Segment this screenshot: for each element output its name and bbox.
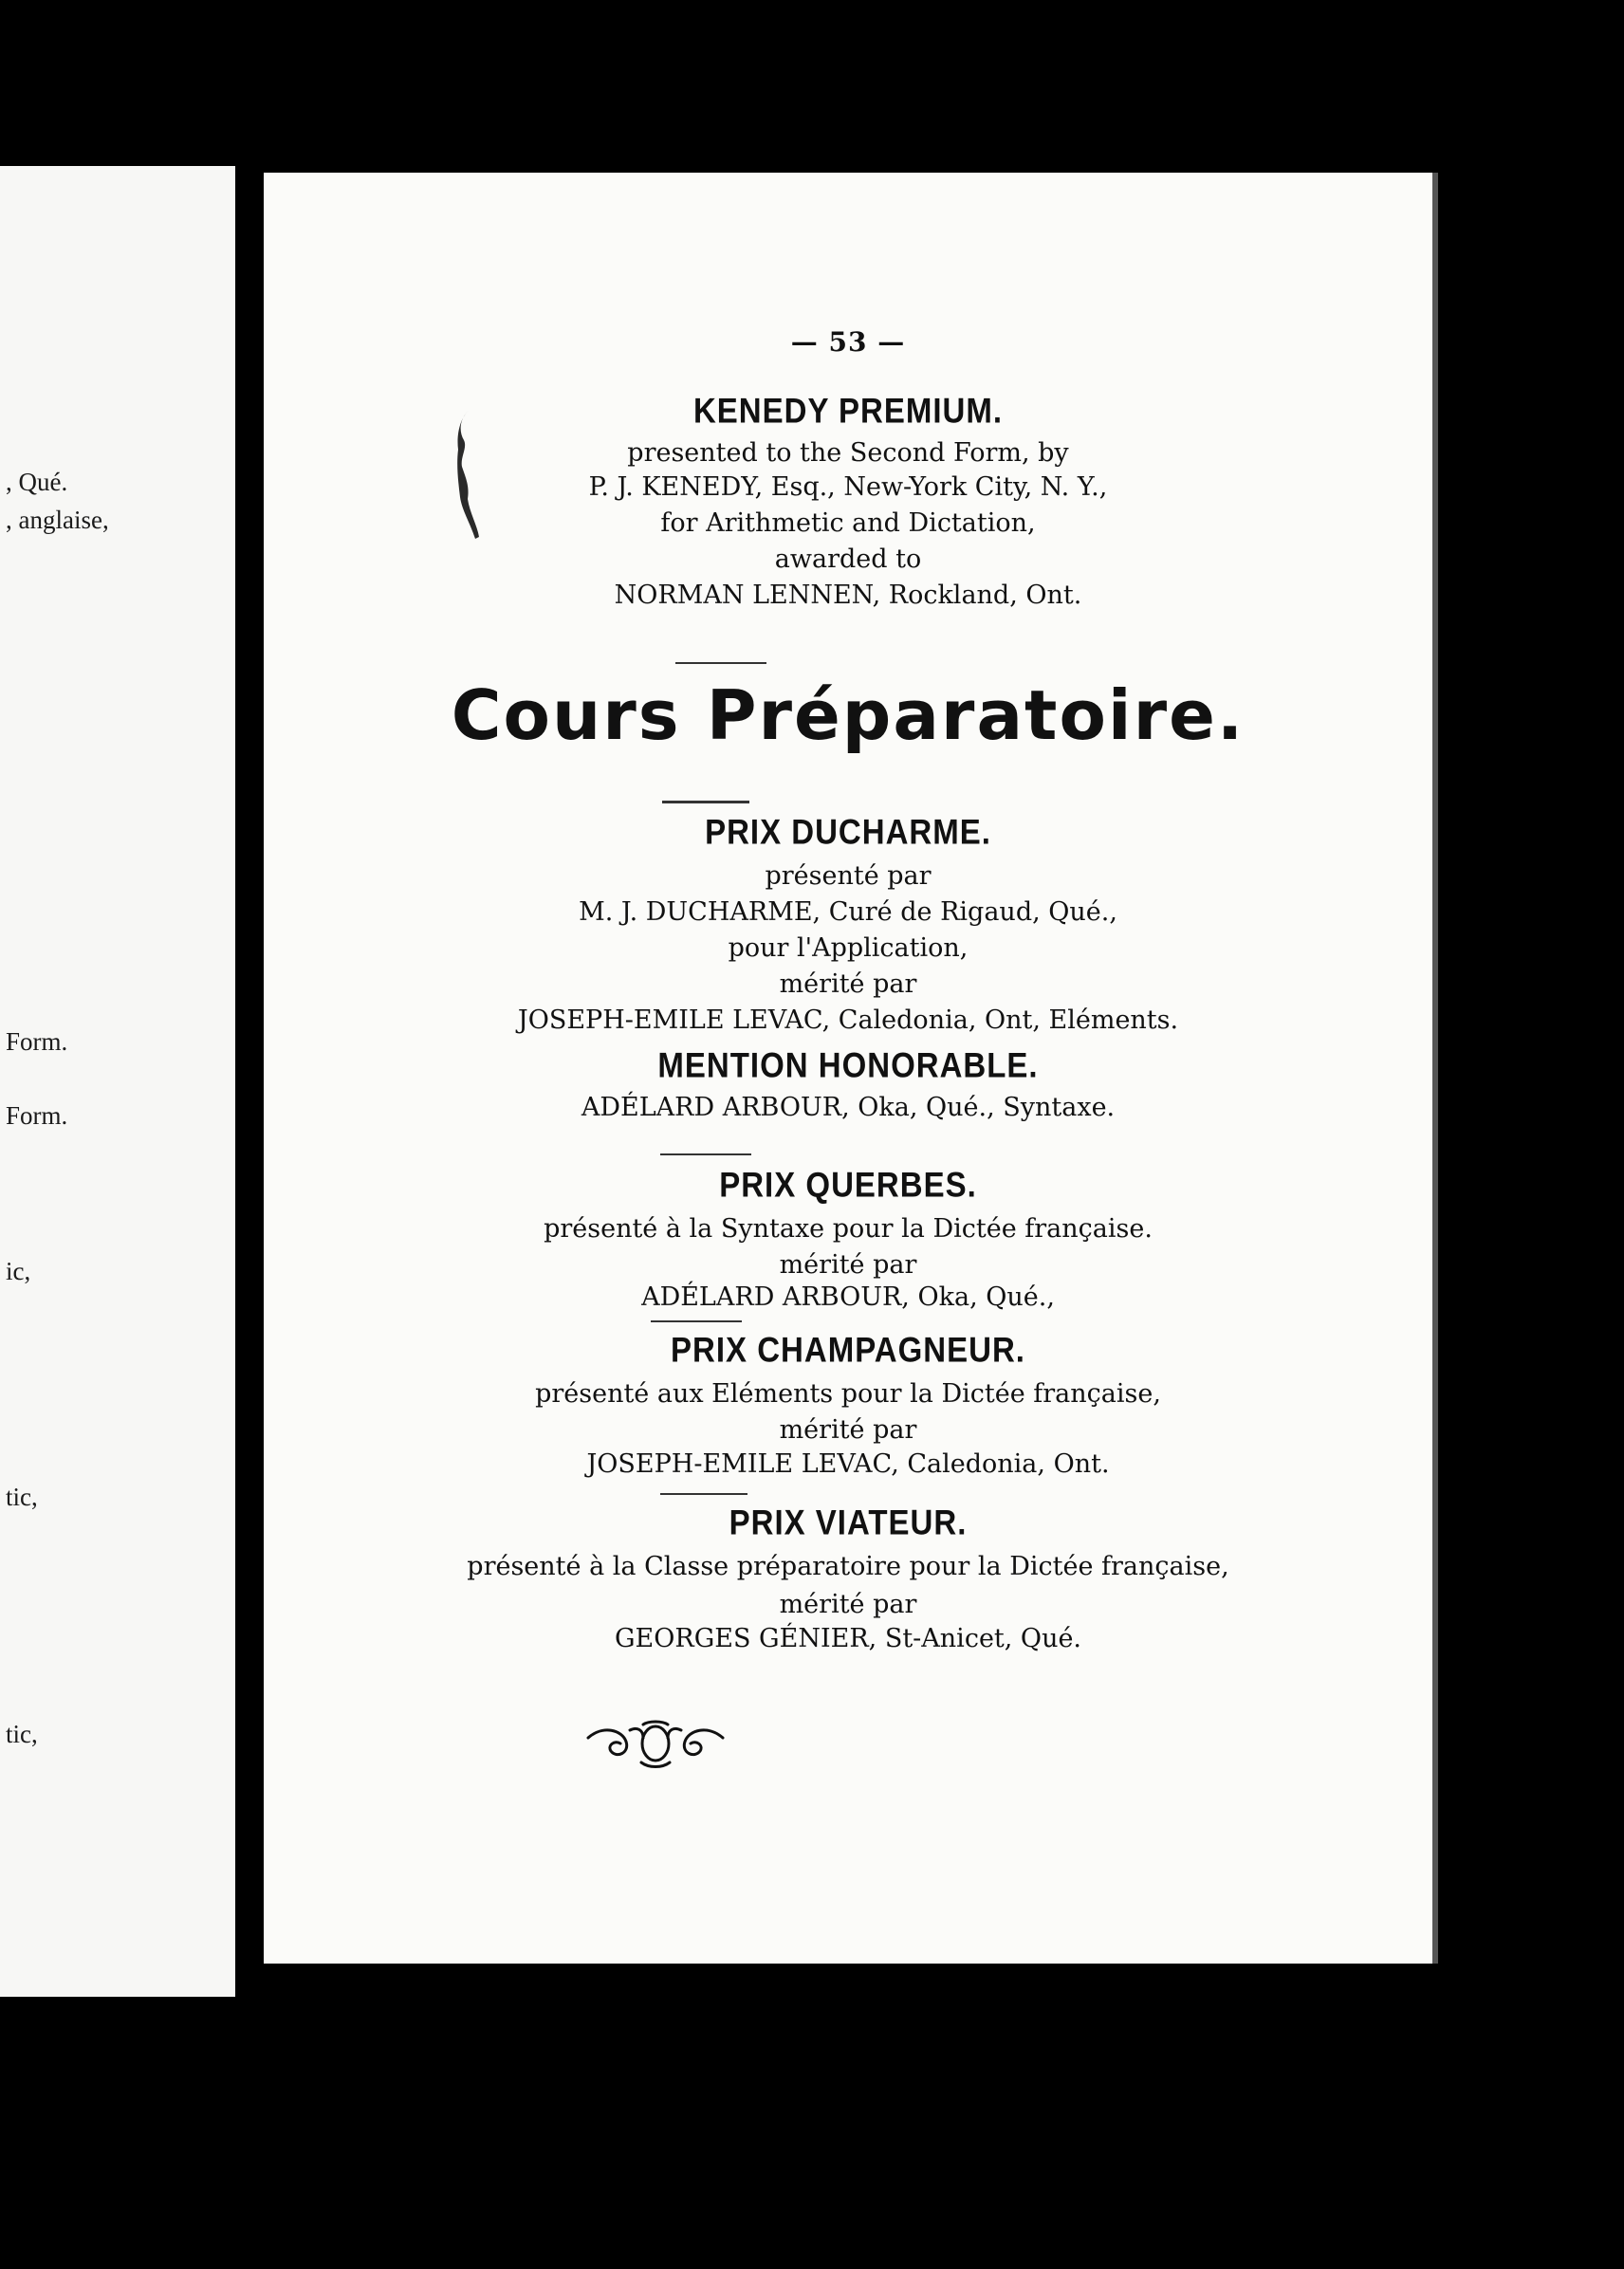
section-title: Cours Préparatoire. bbox=[451, 675, 1246, 755]
kenedy-line: for Arithmetic and Dictation, bbox=[660, 508, 1036, 538]
page-number: — 53 — bbox=[790, 326, 906, 358]
ducharme-line: JOSEPH-EMILE LEVAC, Caledonia, Ont, Eléments. bbox=[517, 1005, 1179, 1035]
kenedy-line: NORMAN LENNEN, Rockland, Ont. bbox=[614, 581, 1082, 610]
ornament-flourish bbox=[584, 1717, 727, 1770]
left-fragment: , Qué. bbox=[6, 468, 68, 496]
left-fragment: Form. bbox=[6, 1101, 68, 1130]
book-spine bbox=[235, 142, 264, 2058]
viateur-line: mérité par bbox=[779, 1590, 917, 1619]
left-fragment: tic, bbox=[6, 1483, 38, 1511]
mention-line: ADÉLARD ARBOUR, Oka, Qué., Syntaxe. bbox=[581, 1093, 1116, 1122]
prix-champagneur-title: PRIX CHAMPAGNEUR. bbox=[671, 1329, 1025, 1370]
kenedy-line: awarded to bbox=[774, 544, 922, 574]
kenedy-line: presented to the Second Form, by bbox=[627, 438, 1069, 468]
champagneur-line: mérité par bbox=[779, 1415, 917, 1445]
divider bbox=[660, 1153, 751, 1155]
champagneur-line: présenté aux Eléments pour la Dictée française, bbox=[535, 1379, 1161, 1409]
divider bbox=[675, 662, 766, 664]
prix-ducharme-title: PRIX DUCHARME. bbox=[705, 811, 991, 852]
ducharme-line: pour l'Application, bbox=[728, 933, 969, 963]
left-fragment: , anglaise, bbox=[6, 506, 109, 534]
viateur-line: présenté à la Classe préparatoire pour la Dictée française, bbox=[467, 1552, 1229, 1581]
prix-viateur-title: PRIX VIATEUR. bbox=[729, 1502, 968, 1542]
querbes-line: ADÉLARD ARBOUR, Oka, Qué., bbox=[641, 1282, 1055, 1312]
viateur-line: GEORGES GÉNIER, St-Anicet, Qué. bbox=[614, 1624, 1082, 1653]
champagneur-line: JOSEPH-EMILE LEVAC, Caledonia, Ont. bbox=[586, 1449, 1110, 1479]
divider bbox=[660, 1493, 747, 1495]
kenedy-line: P. J. KENEDY, Esq., New-York City, N. Y., bbox=[588, 472, 1108, 502]
querbes-line: mérité par bbox=[779, 1250, 917, 1280]
left-page-fragment bbox=[0, 166, 235, 1997]
left-fragment: tic, bbox=[6, 1720, 38, 1748]
ducharme-line: présenté par bbox=[765, 861, 932, 891]
querbes-line: présenté à la Syntaxe pour la Dictée française. bbox=[544, 1214, 1153, 1244]
prix-querbes-title: PRIX QUERBES. bbox=[719, 1164, 977, 1205]
divider bbox=[651, 1320, 742, 1322]
mention-honorable-title: MENTION HONORABLE. bbox=[657, 1044, 1039, 1085]
ducharme-line: mérité par bbox=[779, 969, 917, 999]
divider bbox=[662, 801, 749, 803]
right-page bbox=[264, 173, 1438, 1964]
left-fragment: ic, bbox=[6, 1257, 31, 1285]
kenedy-premium-title: KENEDY PREMIUM. bbox=[692, 390, 1004, 431]
left-fragment: Form. bbox=[6, 1027, 68, 1056]
ducharme-line: M. J. DUCHARME, Curé de Rigaud, Qué., bbox=[579, 897, 1117, 927]
